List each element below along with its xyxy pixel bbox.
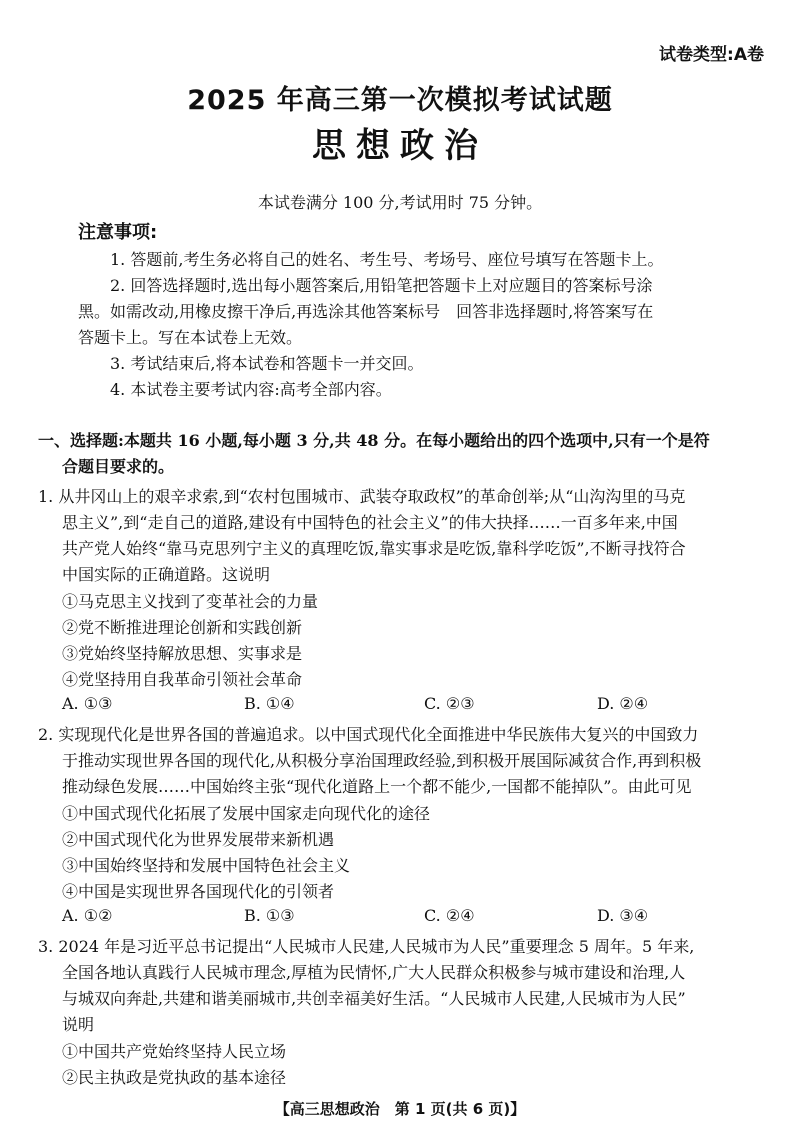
question-2-stem: 于推动实现世界各国的现代化,从积极分享治国理政经验,到积极开展国际减贫合作,再到积极 — [62, 751, 702, 770]
question-2-item: ②中国式现代化为世界发展带来新机遇 — [62, 830, 335, 849]
exam-title: 2025 年高三第一次模拟考试试题 — [187, 85, 613, 116]
paper-type-label: 试卷类型:A卷 — [659, 45, 764, 65]
question-3-stem: 3. 2024 年是习近平总书记提出“人民城市人民建,人民城市为人民”重要理念 5 周年。5 年来, — [38, 937, 695, 956]
question-3-stem: 全国各地认真践行人民城市理念,厚植为民情怀,广大人民群众积极参与城市建设和治理,人 — [62, 963, 686, 982]
option-b: B. ①③ — [244, 906, 295, 925]
notice-line: 黑。如需改动,用橡皮擦干净后,再选涂其他答案标号 回答非选择题时,将答案写在 — [78, 302, 654, 321]
question-2-stem: 2. 实现现代化是世界各国的普遍追求。以中国式现代化全面推进中华民族伟大复兴的中国致力 — [38, 725, 699, 744]
notice-title: 注意事项: — [78, 222, 158, 243]
question-1-stem: 中国实际的正确道路。这说明 — [62, 565, 271, 584]
notice-line: 4. 本试卷主要考试内容:高考全部内容。 — [110, 380, 392, 399]
section-header: 合题目要求的。 — [62, 457, 175, 476]
exam-meta: 本试卷满分 100 分,考试用时 75 分钟。 — [257, 193, 543, 212]
subject-title: 思想政治 — [312, 126, 488, 166]
option-a: A. ①② — [62, 906, 113, 925]
notice-line: 1. 答题前,考生务必将自己的姓名、考生号、考场号、座位号填写在答题卡上。 — [110, 250, 664, 269]
option-c: C. ②③ — [424, 694, 475, 713]
question-1-item: ②党不断推进理论创新和实践创新 — [62, 618, 303, 637]
notice-line: 答题卡上。写在本试卷上无效。 — [78, 328, 303, 347]
option-d: D. ③④ — [597, 906, 649, 925]
question-1-item: ③党始终坚持解放思想、实事求是 — [62, 644, 303, 663]
option-d: D. ②④ — [597, 694, 649, 713]
question-3-stem: 与城双向奔赴,共建和谐美丽城市,共创幸福美好生活。“人民城市人民建,人民城市为人民” — [62, 989, 686, 1008]
question-2-stem: 推动绿色发展……中国始终主张“现代化道路上一个都不能少,一国都不能掉队”。由此可见 — [62, 777, 692, 796]
question-2-item: ④中国是实现世界各国现代化的引领者 — [62, 882, 335, 901]
notice-line: 3. 考试结束后,将本试卷和答题卡一并交回。 — [110, 354, 424, 373]
question-1-stem: 共产党人始终“靠马克思列宁主义的真理吃饭,靠实事求是吃饭,靠科学吃饭”,不断寻找符合 — [62, 539, 686, 558]
question-3-item: ②民主执政是党执政的基本途径 — [62, 1068, 287, 1087]
question-1-stem: 思主义”,到“走自己的道路,建设有中国特色的社会主义”的伟大抉择……一百多年来,中国 — [62, 513, 678, 532]
question-1-stem: 1. 从井冈山上的艰辛求索,到“农村包围城市、武装夺取政权”的革命创举;从“山沟沟里的马克 — [38, 487, 686, 506]
question-2-item: ①中国式现代化拓展了发展中国家走向现代化的途径 — [62, 804, 431, 823]
notice-line: 2. 回答选择题时,选出每小题答案后,用铅笔把答题卡上对应题目的答案标号涂 — [110, 276, 653, 295]
question-3-stem: 说明 — [62, 1015, 95, 1034]
page-footer: 【高三思想政治 第 1 页(共 6 页)】 — [274, 1100, 526, 1118]
option-b: B. ①④ — [244, 694, 295, 713]
question-2-item: ③中国始终坚持和发展中国特色社会主义 — [62, 856, 351, 875]
question-1-item: ④党坚持用自我革命引领社会革命 — [62, 670, 303, 689]
option-a: A. ①③ — [62, 694, 113, 713]
section-header: 一、选择题:本题共 16 小题,每小题 3 分,共 48 分。在每小题给出的四个选项中,只有一个是符 — [38, 431, 710, 450]
question-1-item: ①马克思主义找到了变革社会的力量 — [62, 592, 319, 611]
question-3-item: ①中国共产党始终坚持人民立场 — [62, 1042, 287, 1061]
option-c: C. ②④ — [424, 906, 475, 925]
